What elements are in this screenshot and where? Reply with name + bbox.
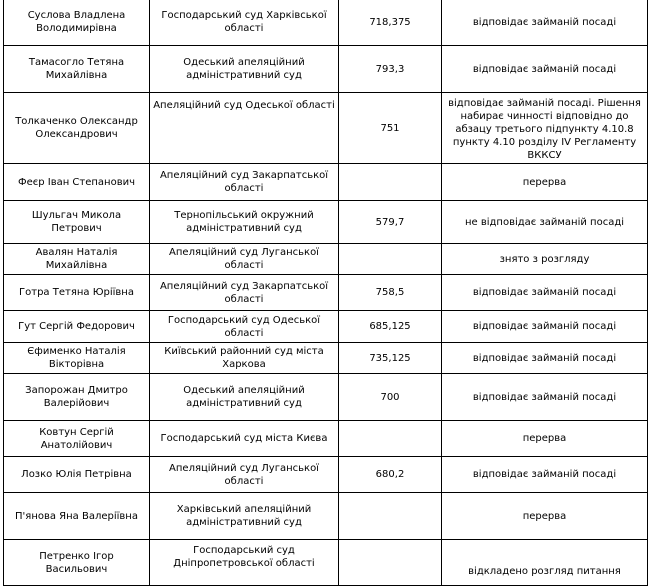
score: 579,7 [339, 201, 442, 244]
court-name: Господарський суд міста Києва [150, 421, 339, 457]
table-row [4, 421, 648, 457]
judge-name: Запорожан Дмитро Валерійович [4, 374, 150, 421]
court-name: Київський районний суд міста Харкова [150, 343, 339, 374]
score [339, 493, 442, 540]
score: 735,125 [339, 343, 442, 374]
judge-name: Готра Тетяна Юріївна [4, 275, 150, 311]
court-name: Апеляційний суд Одеської області [150, 93, 339, 164]
table-row [4, 244, 648, 275]
decision: перерва [442, 493, 648, 540]
court-name: Одеський апеляційний адміністративний суд [150, 374, 339, 421]
court-name: Господарський суд Одеської області [150, 311, 339, 343]
judge-name: Толкаченко Олександр Олександрович [4, 93, 150, 164]
decision: перерва [442, 164, 648, 201]
court-name: Апеляційний суд Закарпатської області [150, 164, 339, 201]
results-table [3, 0, 648, 586]
decision: відповідає займаній посаді [442, 46, 648, 93]
decision-note: відповідає займаній посаді. Рішення набирає чинності відповідно до абзацу третього підпункту 4.10.8 пункту 4.10 розділу IV Регламенту ВККСУ [448, 97, 641, 161]
score [339, 164, 442, 201]
decision: знято з розгляду [442, 244, 648, 275]
court-name: Господарський суд Харківської області [150, 0, 339, 46]
table-row [4, 164, 648, 201]
decision: відповідає займаній посаді [442, 343, 648, 374]
decision: перерва [442, 421, 648, 457]
score [339, 244, 442, 275]
court-name: Апеляційний суд Луганської області [150, 457, 339, 493]
score: 758,5 [339, 275, 442, 311]
judge-name: Ковтун Сергій Анатолійович [4, 421, 150, 457]
decision: відповідає займаній посаді [442, 457, 648, 493]
score: 718,375 [339, 0, 442, 46]
table-row [4, 374, 648, 421]
score: 680,2 [339, 457, 442, 493]
table-row [4, 93, 648, 164]
table-row [4, 343, 648, 374]
judge-name: Суслова Владлена Володимирівна [4, 0, 150, 46]
score [339, 421, 442, 457]
decision: відповідає займаній посаді [442, 275, 648, 311]
score: 751 [339, 93, 442, 164]
decision: відповідає займаній посаді [442, 0, 648, 46]
court-name: Апеляційний суд Закарпатської області [150, 275, 339, 311]
court-name: Господарський суд Дніпропетровської області [150, 540, 339, 586]
table-row [4, 540, 648, 586]
decision: відповідає займаній посаді [442, 374, 648, 421]
judge-name: Єфименко Наталія Вікторівна [4, 343, 150, 374]
decision: не відповідає займаній посаді [442, 201, 648, 244]
court-name: Апеляційний суд Луганської області [150, 244, 339, 275]
table-row [4, 201, 648, 244]
decision: відкладено розгляд питання [442, 540, 648, 586]
judge-name: П'янова Яна Валеріївна [4, 493, 150, 540]
judge-name: Гут Сергій Федорович [4, 311, 150, 343]
court-name: Одеський апеляційний адміністративний суд [150, 46, 339, 93]
table-row [4, 311, 648, 343]
score [339, 540, 442, 586]
judge-name: Петренко Ігор Васильович [4, 540, 150, 586]
judge-name: Тамасогло Тетяна Михайлівна [4, 46, 150, 93]
court-name: Тернопільський окружний адміністративний суд [150, 201, 339, 244]
score: 793,3 [339, 46, 442, 93]
judge-name: Авалян Наталія Михайлівна [4, 244, 150, 275]
judge-name: Лозко Юлія Петрівна [4, 457, 150, 493]
table-row [4, 0, 648, 46]
judge-name: Шульгач Микола Петрович [4, 201, 150, 244]
decision: відповідає займаній посаді [442, 311, 648, 343]
table-row [4, 46, 648, 93]
score: 700 [339, 374, 442, 421]
table-row [4, 275, 648, 311]
court-name: Харківський апеляційний адміністративний суд [150, 493, 339, 540]
decision [442, 93, 648, 164]
table-row [4, 493, 648, 540]
score: 685,125 [339, 311, 442, 343]
table-row [4, 457, 648, 493]
judge-name: Феєр Іван Степанович [4, 164, 150, 201]
